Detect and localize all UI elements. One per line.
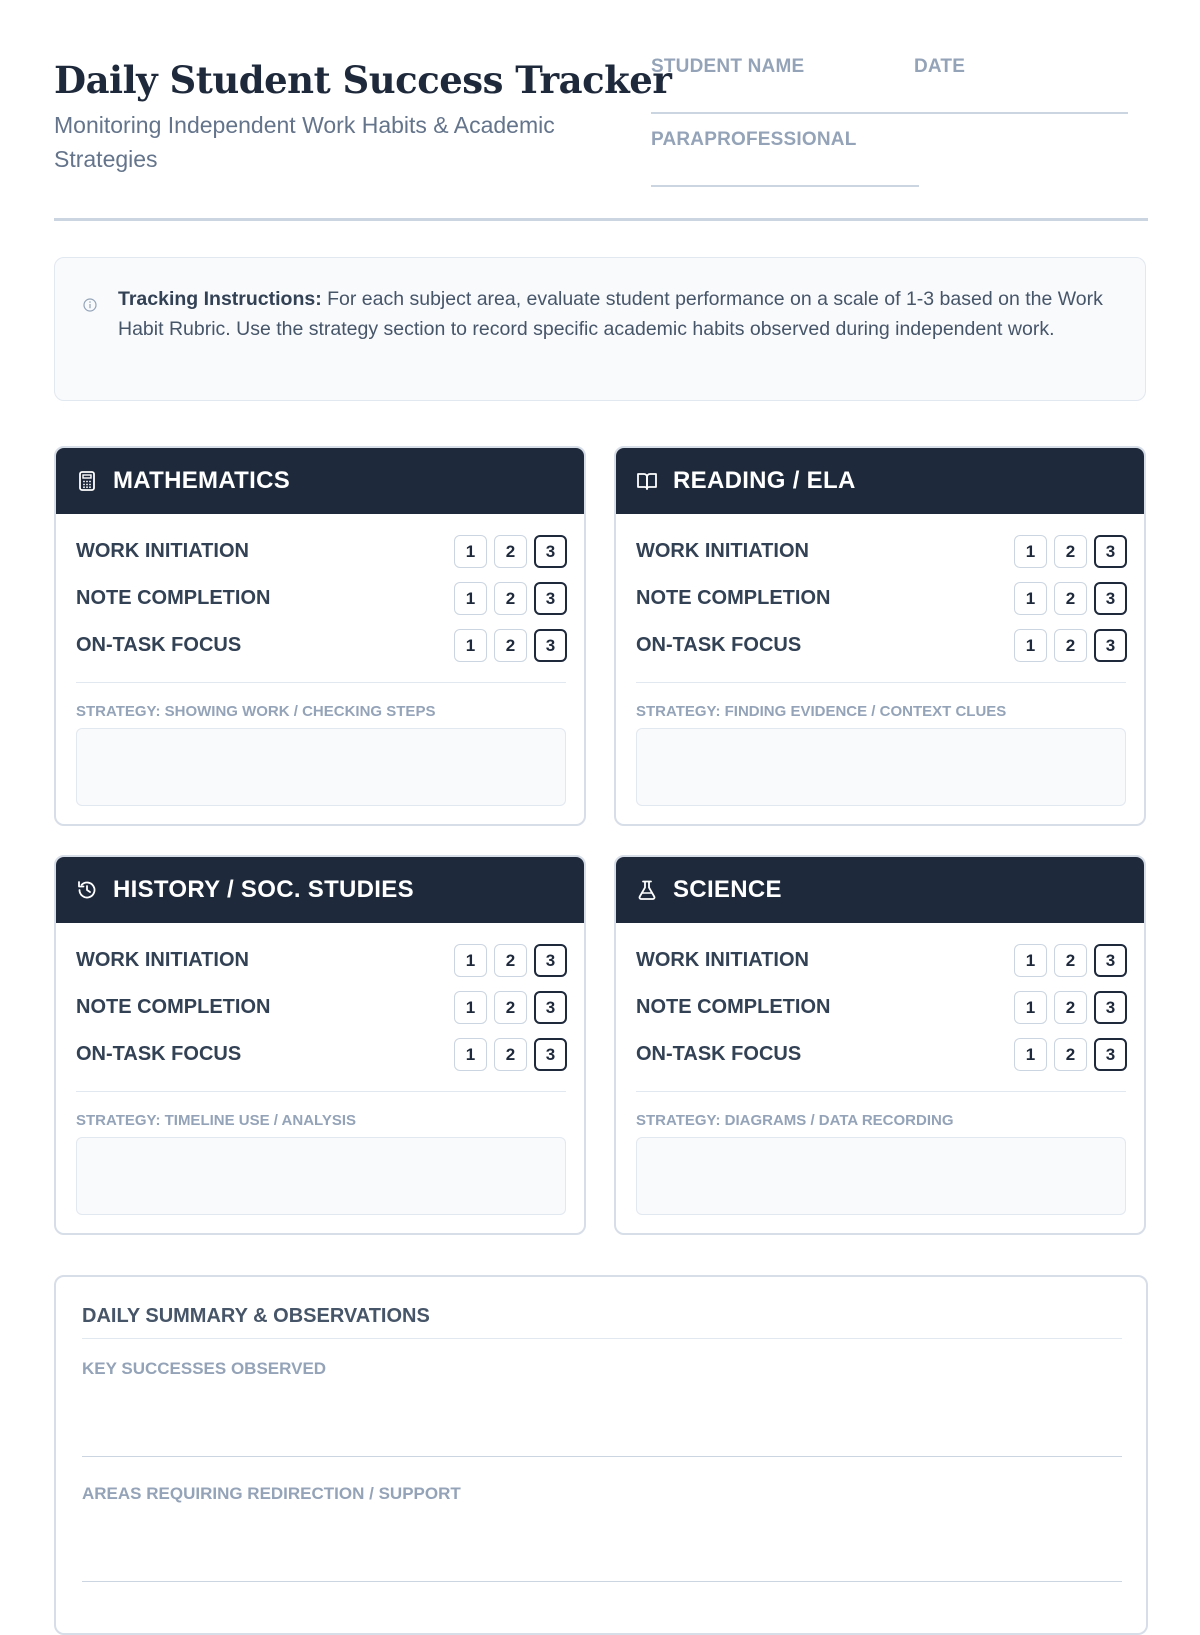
score-3-button-selected[interactable]: 3 [534, 1038, 567, 1071]
rating-label: WORK INITIATION [76, 540, 249, 562]
divider [636, 1091, 1126, 1092]
rating-scale [454, 1038, 567, 1071]
key-successes-label: KEY SUCCESSES OBSERVED [82, 1359, 327, 1378]
score-1-button[interactable]: 1 [1014, 629, 1047, 662]
rating-row [636, 991, 1126, 1025]
rating-row [636, 535, 1126, 569]
key-successes-field[interactable] [82, 1456, 1122, 1457]
rating-row [76, 629, 566, 663]
rating-row [636, 944, 1126, 978]
score-2-button[interactable]: 2 [494, 629, 527, 662]
score-1-button[interactable]: 1 [1014, 991, 1047, 1024]
score-1-button[interactable]: 1 [1014, 535, 1047, 568]
subject-card-mathematics [54, 446, 586, 826]
strategy-label: STRATEGY: TIMELINE USE / ANALYSIS [76, 1112, 357, 1129]
divider [76, 682, 566, 683]
paraprofessional-field[interactable] [651, 185, 919, 187]
score-1-button[interactable]: 1 [454, 629, 487, 662]
support-areas-label: AREAS REQUIRING REDIRECTION / SUPPORT [82, 1484, 461, 1503]
subject-card-history [54, 855, 586, 1235]
book-open-icon [636, 470, 658, 492]
strategy-notes-input[interactable] [76, 1137, 566, 1215]
student-name-date-field[interactable] [651, 112, 1128, 114]
card-title: READING / ELA [673, 467, 856, 494]
rating-scale [454, 991, 567, 1024]
score-3-button-selected[interactable]: 3 [534, 944, 567, 977]
rating-label: WORK INITIATION [636, 540, 809, 562]
tracker-page [54, 0, 1148, 1503]
strategy-label: STRATEGY: SHOWING WORK / CHECKING STEPS [76, 703, 436, 720]
rating-row [76, 582, 566, 616]
rating-scale [1014, 535, 1127, 568]
rating-label: ON-TASK FOCUS [76, 634, 242, 656]
score-3-button-selected[interactable]: 3 [534, 991, 567, 1024]
score-3-button-selected[interactable]: 3 [1094, 535, 1127, 568]
date-label: DATE [914, 56, 966, 77]
rating-scale [1014, 944, 1127, 977]
strategy-label: STRATEGY: DIAGRAMS / DATA RECORDING [636, 1112, 954, 1129]
rating-row [76, 535, 566, 569]
card-title: SCIENCE [673, 876, 782, 903]
score-3-button-selected[interactable]: 3 [1094, 629, 1127, 662]
daily-summary-section [54, 1275, 1148, 1635]
calculator-icon [76, 470, 98, 492]
rating-row [76, 1038, 566, 1072]
rating-label: NOTE COMPLETION [76, 996, 271, 1018]
score-2-button[interactable]: 2 [1054, 582, 1087, 615]
divider [636, 682, 1126, 683]
score-2-button[interactable]: 2 [1054, 944, 1087, 977]
summary-divider [82, 1338, 1122, 1339]
page-subtitle: Monitoring Independent Work Habits & Academic Strategies [54, 112, 555, 172]
card-title: MATHEMATICS [113, 467, 291, 494]
score-3-button-selected[interactable]: 3 [1094, 944, 1127, 977]
score-1-button[interactable]: 1 [1014, 944, 1047, 977]
rating-label: ON-TASK FOCUS [636, 1043, 802, 1065]
score-2-button[interactable]: 2 [494, 944, 527, 977]
score-2-button[interactable]: 2 [494, 582, 527, 615]
score-1-button[interactable]: 1 [1014, 582, 1047, 615]
rating-label: WORK INITIATION [636, 949, 809, 971]
instructions-body: For each subject area, evaluate student performance on a scale of 1-3 based on the Work Habit Rubric. Use the strategy section to record specific academic habits observed during independent work. [118, 288, 1103, 340]
divider [76, 1091, 566, 1092]
score-3-button-selected[interactable]: 3 [1094, 991, 1127, 1024]
card-header [616, 448, 1144, 514]
score-1-button[interactable]: 1 [454, 991, 487, 1024]
flask-icon [636, 879, 658, 901]
rating-scale [454, 944, 567, 977]
rating-label: NOTE COMPLETION [636, 587, 831, 609]
instructions-text [118, 284, 1108, 344]
rating-label: WORK INITIATION [76, 949, 249, 971]
score-1-button[interactable]: 1 [454, 944, 487, 977]
score-1-button[interactable]: 1 [454, 1038, 487, 1071]
score-3-button-selected[interactable]: 3 [534, 629, 567, 662]
strategy-notes-input[interactable] [636, 728, 1126, 806]
card-header [56, 448, 584, 514]
score-2-button[interactable]: 2 [1054, 629, 1087, 662]
score-2-button[interactable]: 2 [494, 1038, 527, 1071]
score-3-button-selected[interactable]: 3 [1094, 582, 1127, 615]
subject-card-science [614, 855, 1146, 1235]
rating-row [636, 1038, 1126, 1072]
score-1-button[interactable]: 1 [454, 535, 487, 568]
rating-scale [454, 535, 567, 568]
score-2-button[interactable]: 2 [1054, 991, 1087, 1024]
subject-card-reading [614, 446, 1146, 826]
history-icon [76, 879, 98, 901]
rating-scale [454, 629, 567, 662]
info-icon [83, 298, 97, 312]
rating-row [636, 582, 1126, 616]
paraprofessional-label: PARAPROFESSIONAL [651, 129, 857, 150]
score-1-button[interactable]: 1 [1014, 1038, 1047, 1071]
score-2-button[interactable]: 2 [494, 535, 527, 568]
support-areas-field[interactable] [82, 1581, 1122, 1582]
rating-scale [1014, 629, 1127, 662]
rating-row [636, 629, 1126, 663]
rating-row [76, 944, 566, 978]
page-title: Daily Student Success Tracker [54, 58, 672, 102]
instructions-lead: Tracking Instructions: [118, 288, 322, 310]
rating-label: NOTE COMPLETION [76, 587, 271, 609]
strategy-notes-input[interactable] [636, 1137, 1126, 1215]
page-header [54, 0, 1148, 221]
rating-scale [1014, 1038, 1127, 1071]
score-2-button[interactable]: 2 [1054, 535, 1087, 568]
score-3-button-selected[interactable]: 3 [1094, 1038, 1127, 1071]
rating-scale [1014, 991, 1127, 1024]
score-3-button-selected[interactable]: 3 [534, 582, 567, 615]
rating-scale [454, 582, 567, 615]
card-header [56, 857, 584, 923]
summary-title: DAILY SUMMARY & OBSERVATIONS [82, 1305, 430, 1327]
card-header [616, 857, 1144, 923]
score-1-button[interactable]: 1 [454, 582, 487, 615]
rating-label: ON-TASK FOCUS [76, 1043, 242, 1065]
student-name-label: STUDENT NAME [651, 56, 805, 77]
score-2-button[interactable]: 2 [1054, 1038, 1087, 1071]
score-2-button[interactable]: 2 [494, 991, 527, 1024]
instructions-box [54, 257, 1146, 401]
rating-scale [1014, 582, 1127, 615]
rating-label: NOTE COMPLETION [636, 996, 831, 1018]
score-3-button-selected[interactable]: 3 [534, 535, 567, 568]
strategy-notes-input[interactable] [76, 728, 566, 806]
rating-label: ON-TASK FOCUS [636, 634, 802, 656]
strategy-label: STRATEGY: FINDING EVIDENCE / CONTEXT CLUES [636, 703, 1007, 720]
card-title: HISTORY / SOC. STUDIES [113, 876, 414, 903]
rating-row [76, 991, 566, 1025]
